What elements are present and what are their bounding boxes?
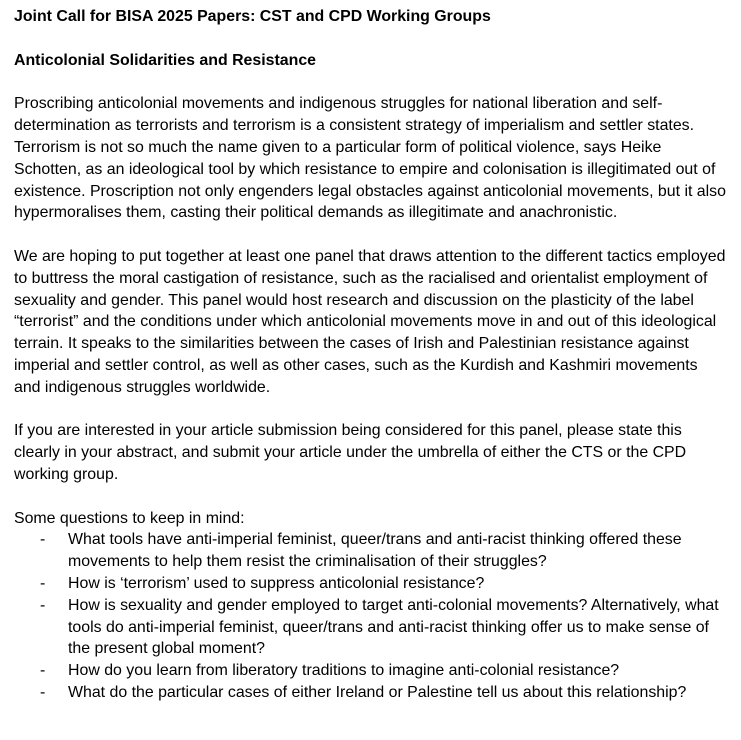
list-item xyxy=(14,529,727,573)
question-text: How do you learn from liberatory traditions to imagine anti-colonial resistance? xyxy=(68,662,620,680)
document-subtitle: Anticolonial Solidarities and Resistance xyxy=(14,51,316,69)
paragraph-submission: If you are interested in your article submission being considered for this panel, please state this clearly in your abstract, and submit your article under the umbrella of either the CTS or the CPD working group. xyxy=(14,422,687,483)
list-item xyxy=(14,595,727,660)
paragraph-panel: We are hoping to put together at least one panel that draws attention to the different tactics employed to buttress the moral castigation of resistance, such as the racialised and orientalist employment of sexuality and gender. This panel would host research and discussion on the plasticity of the label “terrorist” and the conditions under which anticolonial movements move in and out of this ideological terrain. It speaks to the similarities between the cases of Irish and Palestinian resistance against imperial and settler control, as well as other cases, such as the Kurdish and Kashmiri movements and indigenous struggles worldwide. xyxy=(14,247,726,396)
bullet-dash: - xyxy=(40,662,46,680)
question-text: How is ‘terrorism’ used to suppress anticolonial resistance? xyxy=(68,574,485,592)
list-item xyxy=(14,660,727,682)
question-text: What do the particular cases of either Ireland or Palestine tell us about this relationship? xyxy=(68,683,687,701)
bullet-dash: - xyxy=(40,683,46,701)
questions-list xyxy=(14,529,727,703)
document-title: Joint Call for BISA 2025 Papers: CST and CPD Working Groups xyxy=(14,8,491,25)
paragraph-proscription: Proscribing anticolonial movements and indigenous struggles for national liberation and self-determination as terrorists and terrorism is a consistent strategy of imperialism and settler states. Terrorism is not so much the name given to a particular form of political violence, says Heike Schotten, as an ideological tool by which resistance to empire and colonisation is illegitimated out of existence. Proscription not only engenders legal obstacles against anticolonial movements, but it also hypermoralises them, casting their political demands as illegitimate and anachronistic. xyxy=(14,95,726,222)
question-text: How is sexuality and gender employed to target anti-colonial movements? Alternatively, what tools do anti-imperial feminist, queer/trans and anti-racist thinking offer us to make sense of the present global moment? xyxy=(68,596,719,658)
bullet-dash: - xyxy=(40,531,46,549)
bullet-dash: - xyxy=(40,574,46,592)
list-item xyxy=(14,682,727,704)
list-item xyxy=(14,573,727,595)
question-text: What tools have anti-imperial feminist, queer/trans and anti-racist thinking offered these movements to help them resist the criminalisation of their struggles? xyxy=(68,531,682,571)
bullet-dash: - xyxy=(40,596,46,614)
questions-intro: Some questions to keep in mind: xyxy=(14,509,245,527)
